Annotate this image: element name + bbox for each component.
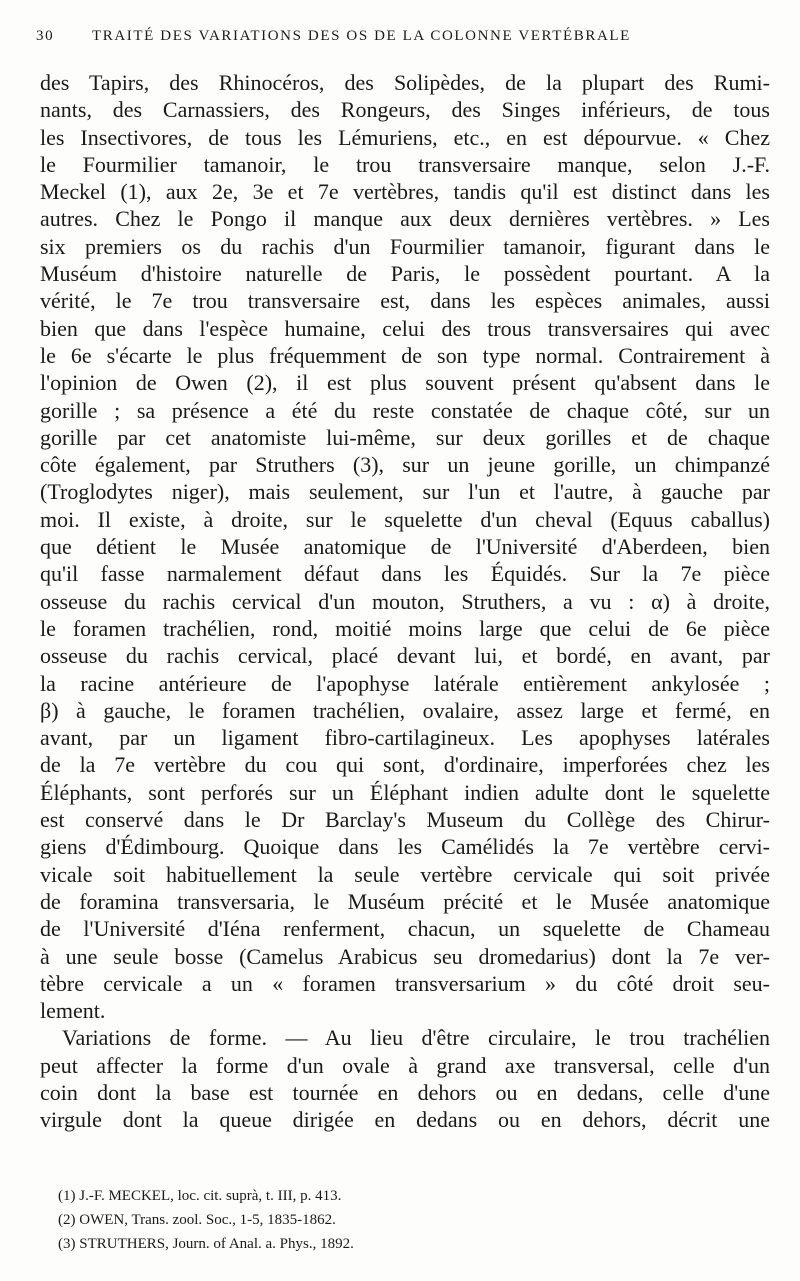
- text-line: nants, des Carnassiers, des Rongeurs, des Singes inférieurs, de tous: [40, 97, 770, 123]
- text-line: vérité, le 7e trou transversaire est, dans les espèces animales, aussi: [40, 288, 770, 314]
- text-line: lement.: [40, 998, 106, 1024]
- text-line: coin dont la base est tournée en dehors ou en dedans, celle d'une: [40, 1079, 770, 1105]
- text-line: β) à gauche, le foramen trachélien, ovalaire, assez large et fermé, en: [40, 697, 770, 723]
- text-line: six premiers os du rachis d'un Fourmilier tamanoir, figurant dans le: [40, 233, 770, 259]
- text-line: qu'il fasse narmalement défaut dans les Équidés. Sur la 7e pièce: [40, 561, 770, 587]
- text-line: osseuse du rachis cervical d'un mouton, Struthers, a vu : α) à droite,: [40, 588, 770, 614]
- footnote: (3) STRUTHERS, Journ. of Anal. a. Phys., 1892.: [58, 1236, 354, 1252]
- text-line: gorille par cet anatomiste lui-même, sur deux gorilles et de chaque: [40, 424, 770, 450]
- text-line: le Fourmilier tamanoir, le trou transversaire manque, selon J.-F.: [40, 151, 770, 177]
- text-line: est conservé dans le Dr Barclay's Museum du Collège des Chirur-: [40, 807, 770, 833]
- text-line: (Troglodytes niger), mais seulement, sur l'un et l'autre, à gauche par: [40, 479, 770, 505]
- text-line: moi. Il existe, à droite, sur le squelette d'un cheval (Equus caballus): [40, 506, 770, 532]
- text-line: côte également, par Struthers (3), sur un jeune gorille, un chimpanzé: [40, 452, 770, 478]
- text-line: Variations de forme. — Au lieu d'être circulaire, le trou trachélien: [62, 1025, 770, 1051]
- text-line: la racine antérieure de l'apophyse latérale entièrement ankylosée ;: [40, 670, 770, 696]
- text-line: le foramen trachélien, rond, moitié moins large que celui de 6e pièce: [40, 615, 770, 641]
- text-line: bien que dans l'espèce humaine, celui des trous transversaires qui avec: [40, 315, 770, 341]
- text-line: les Insectivores, de tous les Lémuriens, etc., en est dépourvue. « Chez: [40, 124, 770, 150]
- text-line: osseuse du rachis cervical, placé devant lui, et bordé, en avant, par: [40, 643, 770, 669]
- text-line: vicale soit habituellement la seule vertèbre cervicale qui soit privée: [40, 861, 770, 887]
- text-line: que détient le Musée anatomique de l'Université d'Aberdeen, bien: [40, 534, 770, 560]
- text-line: avant, par un ligament fibro-cartilagineux. Les apophyses latérales: [40, 725, 770, 751]
- text-line: Meckel (1), aux 2e, 3e et 7e vertèbres, tandis qu'il est distinct dans les: [40, 179, 770, 205]
- text-line: virgule dont la queue dirigée en dedans ou en dehors, décrit une: [40, 1107, 770, 1133]
- page-number: 30: [36, 28, 55, 44]
- text-line: le 6e s'écarte le plus fréquemment de son type normal. Contrairement à: [40, 342, 770, 368]
- text-line: gorille ; sa présence a été du reste constatée de chaque côté, sur un: [40, 397, 770, 423]
- footnote: (1) J.-F. MECKEL, loc. cit. suprà, t. III, p. 413.: [58, 1188, 342, 1204]
- text-line: tèbre cervicale a un « foramen transversarium » du côté droit seu-: [40, 970, 770, 996]
- text-line: Muséum d'histoire naturelle de Paris, le possèdent pourtant. A la: [40, 261, 770, 287]
- text-line: peut affecter la forme d'un ovale à grand axe transversal, celle d'un: [40, 1052, 770, 1078]
- text-line: l'opinion de Owen (2), il est plus souvent présent qu'absent dans le: [40, 370, 770, 396]
- running-head: TRAITÉ DES VARIATIONS DES OS DE LA COLONNE VERTÉBRALE: [92, 28, 631, 44]
- text-line: à une seule bosse (Camelus Arabicus seu dromedarius) dont la 7e ver-: [40, 943, 770, 969]
- footnote: (2) OWEN, Trans. zool. Soc., 1-5, 1835-1862.: [58, 1212, 336, 1228]
- text-line: Éléphants, sont perforés sur un Éléphant indien adulte dont le squelette: [40, 779, 770, 805]
- text-line: autres. Chez le Pongo il manque aux deux dernières vertèbres. » Les: [40, 206, 770, 232]
- page-header: [36, 28, 764, 52]
- text-line: des Tapirs, des Rhinocéros, des Solipèdes, de la plupart des Rumi-: [40, 70, 770, 95]
- text-line: de l'Université d'Iéna renferment, chacun, un squelette de Chameau: [40, 916, 770, 942]
- text-line: de foramina transversaria, le Muséum précité et le Musée anatomique: [40, 888, 770, 914]
- footnotes: [58, 1184, 578, 1256]
- text-line: de la 7e vertèbre du cou qui sont, d'ordinaire, imperforées chez les: [40, 752, 770, 778]
- text-line: giens d'Édimbourg. Quoique dans les Camélidés la 7e vertèbre cervi-: [40, 834, 770, 860]
- body-text: [40, 69, 770, 1134]
